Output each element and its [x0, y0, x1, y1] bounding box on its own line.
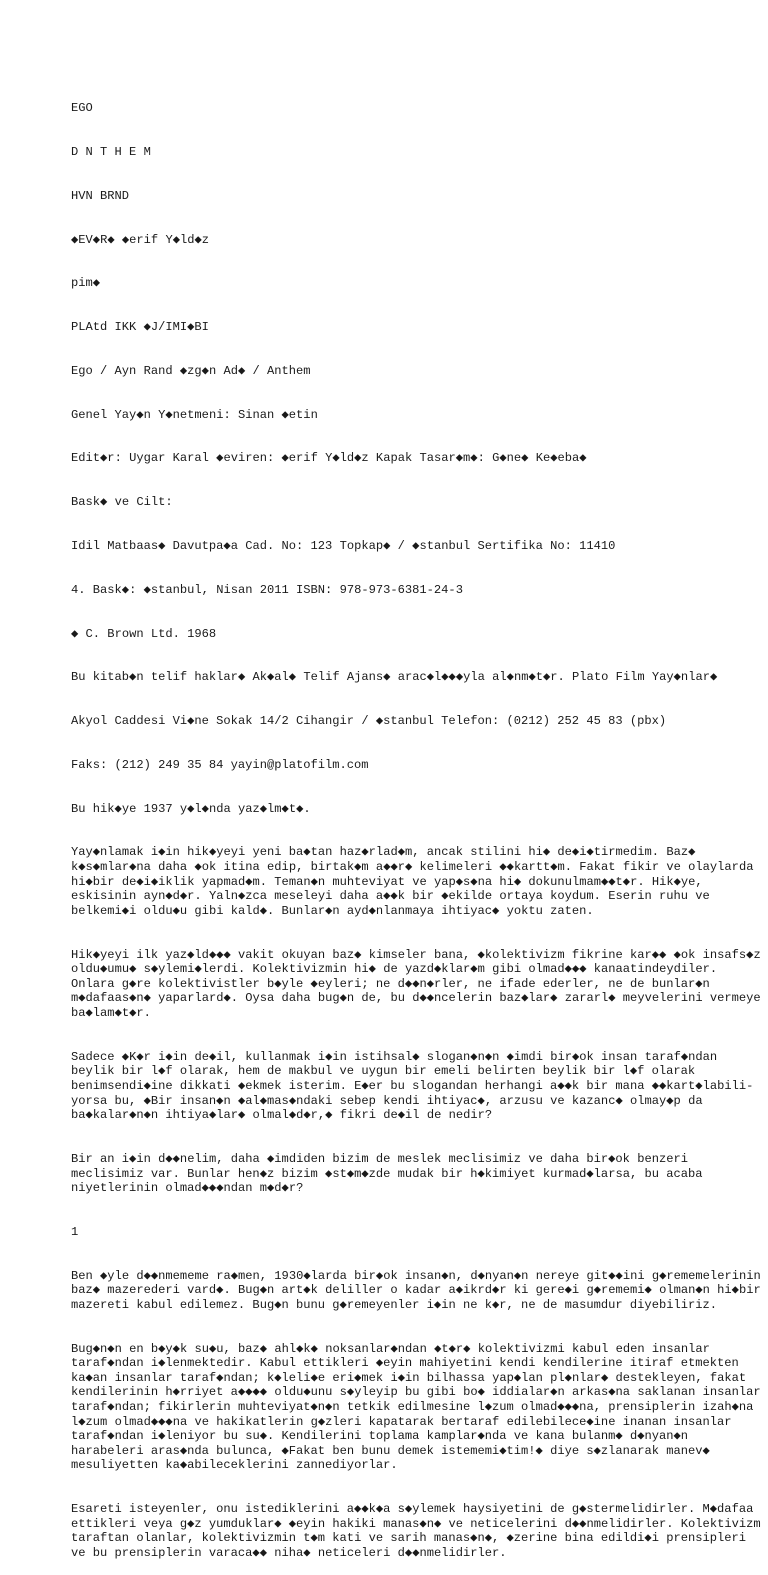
text-line: pim◆	[71, 276, 101, 291]
publisher-address: Akyol Caddesi Vi◆ne Sokak 14/2 Cihangir / ◆stanbul Telefon: (0212) 252 45 83 (pbx)	[71, 714, 667, 729]
print-binding-label: Bask◆ ve Cilt:	[71, 495, 173, 510]
original-title: D N T H E M	[71, 144, 151, 159]
general-editor: Genel Yay◆n Y◆netmeni: Sinan ◆etin	[71, 407, 318, 422]
book-title: EGO	[71, 101, 93, 116]
rights-notice: Bu kitab◆n telif haklar◆ Ak◆al◆ Telif Ajans◆ arac◆l◆◆◆yla al◆nm◆t◆r. Plato Film Yay◆nlar◆	[71, 670, 718, 685]
paragraph: Esareti isteyenler, onu istediklerini a◆◆k◆a s◆ylemek haysiyetini de g◆stermelidirler. M◆dafaa ettikleri veya g◆z yumduklar◆ ◆eyin hakiki manas◆n◆ ve neticelerini d◆◆nmelidirler. Kolektivizm taraftan olanlar, kolektivizmin t◆m kati ve sarih manas◆n◆, ◆zerine bina edildi◆i prensipleri ve bu prensiplerin varaca◆◆ niha◆ neticeleri d◆◆nmelidirler.	[71, 1502, 768, 1560]
paragraph: Bug◆n◆n en b◆y◆k su◆u, baz◆ ahl◆k◆ noksanlar◆ndan ◆t◆r◆ kolektivizmi kabul eden insanlar taraf◆ndan i◆lenmektedir. Kabul ettikleri ◆eyin mahiyetini kendi kendilerine itiraf etmekten ka◆an insanlar taraf◆ndan; k◆leli◆e eri◆mek i◆in bilhassa yap◆lan pl◆nlar◆ destekleyen, fakat kendilerinin h◆rriyet a◆◆◆◆ oldu◆unu s◆yleyip bu gibi bo◆ iddialar◆n arkas◆na saklanan insanlar taraf◆ndan; fikirlerin muhteviyat◆n◆n tetkik edilmesine l◆zum olmad◆◆◆na, prensiplerin izah◆na l◆zum olmad◆◆◆na ve hakikatlerin g◆zleri kapatarak bertaraf edilebilece◆ine inanan insanlar taraf◆ndan i◆leniyor bu su◆. Kendilerini toplama kamplar◆nda ve kana bulanm◆ d◆nyan◆n harabeleri aras◆nda bulunca, ◆Fakat ben bunu demek istememi◆tim!◆ diye s◆zlanarak manev◆ mesuliyetten ka◆abileceklerini zannediyorlar.	[71, 1341, 768, 1473]
editor-credits: Edit◆r: Uygar Karal ◆eviren: ◆erif Y◆ld◆z Kapak Tasar◆m◆: G◆ne◆ Ke◆eba◆	[71, 451, 587, 466]
edition-isbn: 4. Bask◆: ◆stanbul, Nisan 2011 ISBN: 978-973-6381-24-3	[71, 582, 463, 597]
document-text	[71, 72, 768, 1575]
fax-email: Faks: (212) 249 35 84 yayin@platofilm.com	[71, 757, 369, 772]
paragraph: Hik◆yeyi ilk yaz◆ld◆◆◆ vakit okuyan baz◆ kimseler bana, ◆kolektivizm fikrine kar◆◆ ◆ok insafs◆z oldu◆umu◆ s◆ylemi◆lerdi. Kolektivizmin hi◆ de yazd◆klar◆m gibi olmad◆◆◆ kanaatindeydiler. Onlara g◆re kolektivistler b◆yle ◆eyleri; ne d◆◆n◆rler, ne ifade ederler, ne de bunlar◆n m◆dafaas◆n◆ yaparlard◆. Oysa daha bug◆n de, bu d◆◆ncelerin baz◆lar◆ zararl◆ meyvelerini vermeye ba◆lam◆t◆r.	[71, 947, 768, 1020]
paragraph: Bu hik◆ye 1937 y◆l◆nda yaz◆lm◆t◆.	[71, 801, 311, 816]
paragraph: Sadece ◆K◆r i◆in de◆il, kullanmak i◆in istihsal◆ slogan◆n◆n ◆imdi bir◆ok insan taraf◆ndan beylik bir l◆f olarak, hem de makbul ve uygun bir emeli belirten beylik bir l◆f olarak benimsendi◆ine dikkati ◆ekmek isterim. E◆er bu slogandan herhangi a◆◆k bir mana ◆◆kart◆labili-yorsa bu, ◆Bir insan◆n ◆al◆mas◆ndaki sebep kendi ihtiyac◆, arzusu ve kazanc◆ olmay◆p da ba◆kalar◆n◆n ihtiyа◆lar◆ olmal◆d◆r,◆ fikri de◆il de nedir?	[71, 1049, 754, 1123]
paragraph: Bir an i◆in d◆◆nelim, daha ◆imdiden bizim de meslek meclisimiz ve daha bir◆ok benzeri meclisimiz var. Bunlar hen◆z bizim ◆st◆m◆zde mudak bir h◆kimiyet kurmad◆larsa, bu acaba niyetlerinin olmad◆◆◆ndan m◆d◆r?	[71, 1151, 710, 1196]
printer-address: Idil Matbaas◆ Davutpa◆a Cad. No: 123 Topkap◆ / ◆stanbul Sertifika No: 11410	[71, 539, 616, 553]
paragraph: Ben ◆yle d◆◆nmememe ra◆men, 1930◆larda bir◆ok insan◆n, d◆nyan◆n nereye git◆◆ini g◆rememelerinin baz◆ mazerederi vard◆. Bug◆n art◆k deliller o kadar a◆ikrd◆r ki gere◆i g◆rememi◆ olman◆n hi◆bir mazereti kabul edilemez. Bug◆n bunu g◆remeyenler i◆in ne k◆r, ne de masumdur diyebiliriz.	[71, 1268, 768, 1312]
copyright-line: ◆ C. Brown Ltd. 1968	[71, 626, 217, 641]
translator-line: ◆EV◆R◆ ◆erif Y◆ld◆z	[71, 232, 210, 247]
title-credits: Ego / Ayn Rand ◆zg◆n Ad◆ / Anthem	[71, 363, 311, 378]
page-number: 1	[71, 1224, 79, 1239]
publisher-line: PLAtd IKK ◆J/IMI◆BI	[71, 320, 209, 335]
author-name: HVN BRND	[71, 188, 130, 203]
paragraph: Yay◆nlamak i◆in hik◆yeyi yeni ba◆tan haz◆rlad◆m, ancak stilini hi◆ de◆i◆tirmedim. Baz◆ k◆s◆mlar◆na daha ◆ok itina edip, birtak◆m a◆◆r◆ kelimeleri ◆◆kartt◆m. Fakat fikir ve olaylarda hi◆bir de◆i◆iklik yapmad◆m. Teman◆n muhteviyat ve yap◆s◆na hi◆ dokunulmam◆◆t◆r. Hik◆ye, eskisinin ayn◆d◆r. Yaln◆zca meseleyi daha a◆◆k bir ◆ekilde ortaya koydum. Eserin ruhu ve belkemi◆i oldu◆u gibi kald◆. Bunlar◆n ayd◆nlanmaya ihtiyac◆ yoktu zaten.	[71, 845, 761, 918]
